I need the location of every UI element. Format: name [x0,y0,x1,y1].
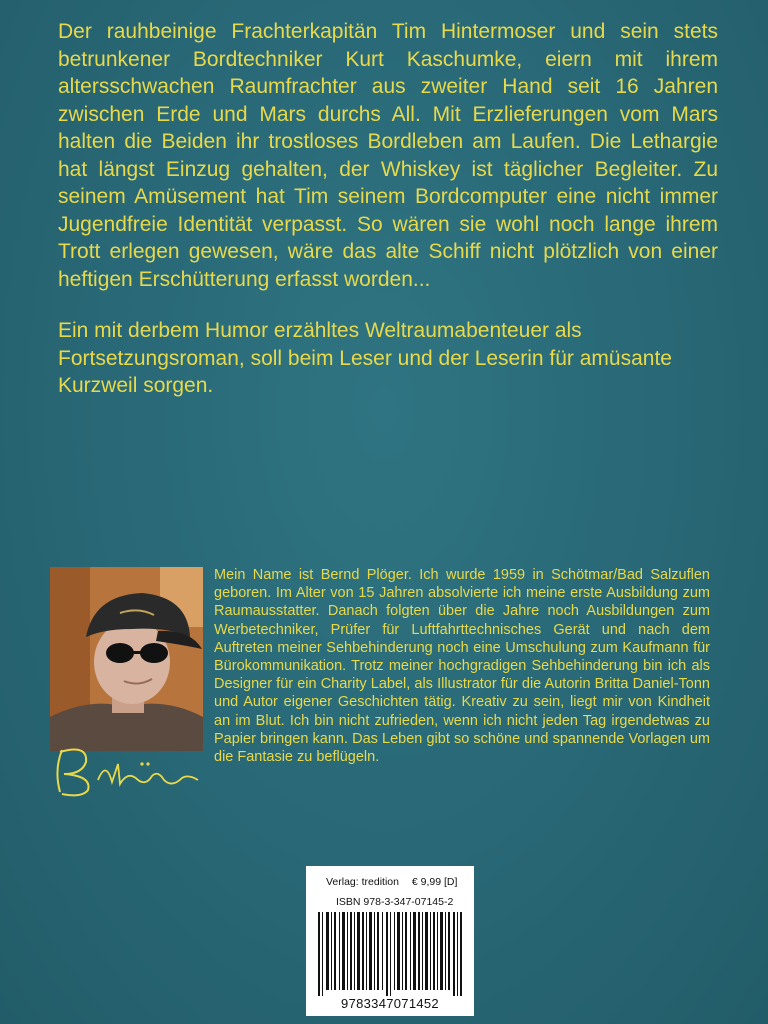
author-signature [48,740,208,800]
barcode-bars [316,912,464,996]
blurb-paragraph-1: Der rauhbeinige Frachterkapitän Tim Hintermoser und sein stets betrunkener Bordtechniker Kurt Kaschumke, eiern mit ihrem altersschwachen Raumfrachter aus zweiter Hand seit 16 Jahren zwischen Erde und Mars durchs All. Mit Erzlieferungen vom Mars halten die Beiden ihr trostloses Bordleben am Laufen. Die Lethargie hat längst Einzug gehalten, der Whiskey ist täglicher Begleiter. Zu seinem Amüsement hat Tim seinem Bordcomputer eine nicht immer Jugendfreie Identität verpasst. So wären sie wohl noch lange ihrem Trott erlegen gewesen, wäre das alte Schiff nicht plötzlich von einer heftigen Erschütterung erfasst worden... [58,20,718,291]
barcode-number: 9783347071452 [341,996,439,1011]
author-bio: Mein Name ist Bernd Plöger. Ich wurde 1959 in Schötmar/Bad Salzuflen geboren. Im Alter von 15 Jahren absolvierte ich meine erste Ausbildung zum Raumausstatter. Danach folgten über die Jahre noch Ausbildungen zum Werbetechniker, Prüfer für Luftfahrttechnisches Gerät und nach dem Auftreten meiner Sehbehinderung noch eine Umschulung zum Kaufmann für Bürokommunikation. Trotz meiner hochgradigen Sehbehinderung bin ich als Designer für ein Charity Label, als Illustrator für die Autorin Britta Daniel-Tonn und Autor eigener Geschichten tätig. Kreativ zu sein, liegt mir von Kindheit an im Blut. Ich bin nicht zufrieden, wenn ich nicht jeden Tag irgendetwas zu Papier bringen kann. Das Leben gibt so schöne und spannende Vorlagen um die Fantasie zu beflügeln. [214,567,710,766]
author-portrait-image [50,567,203,751]
blurb [58,18,718,400]
price-text: € 9,99 [D] [411,876,458,888]
author-photo [50,567,203,751]
publisher-text: Verlag: tredition [326,876,399,888]
barcode-label [306,866,474,1016]
blurb-paragraph-2: Ein mit derbem Humor erzähltes Weltraumabenteuer als Fortsetzungsroman, soll beim Leser und der Leserin für amüsante Kurzweil sorgen. [58,319,672,397]
isbn-text: ISBN 978-3-347-07145-2 [336,896,454,908]
price-row [326,876,457,888]
